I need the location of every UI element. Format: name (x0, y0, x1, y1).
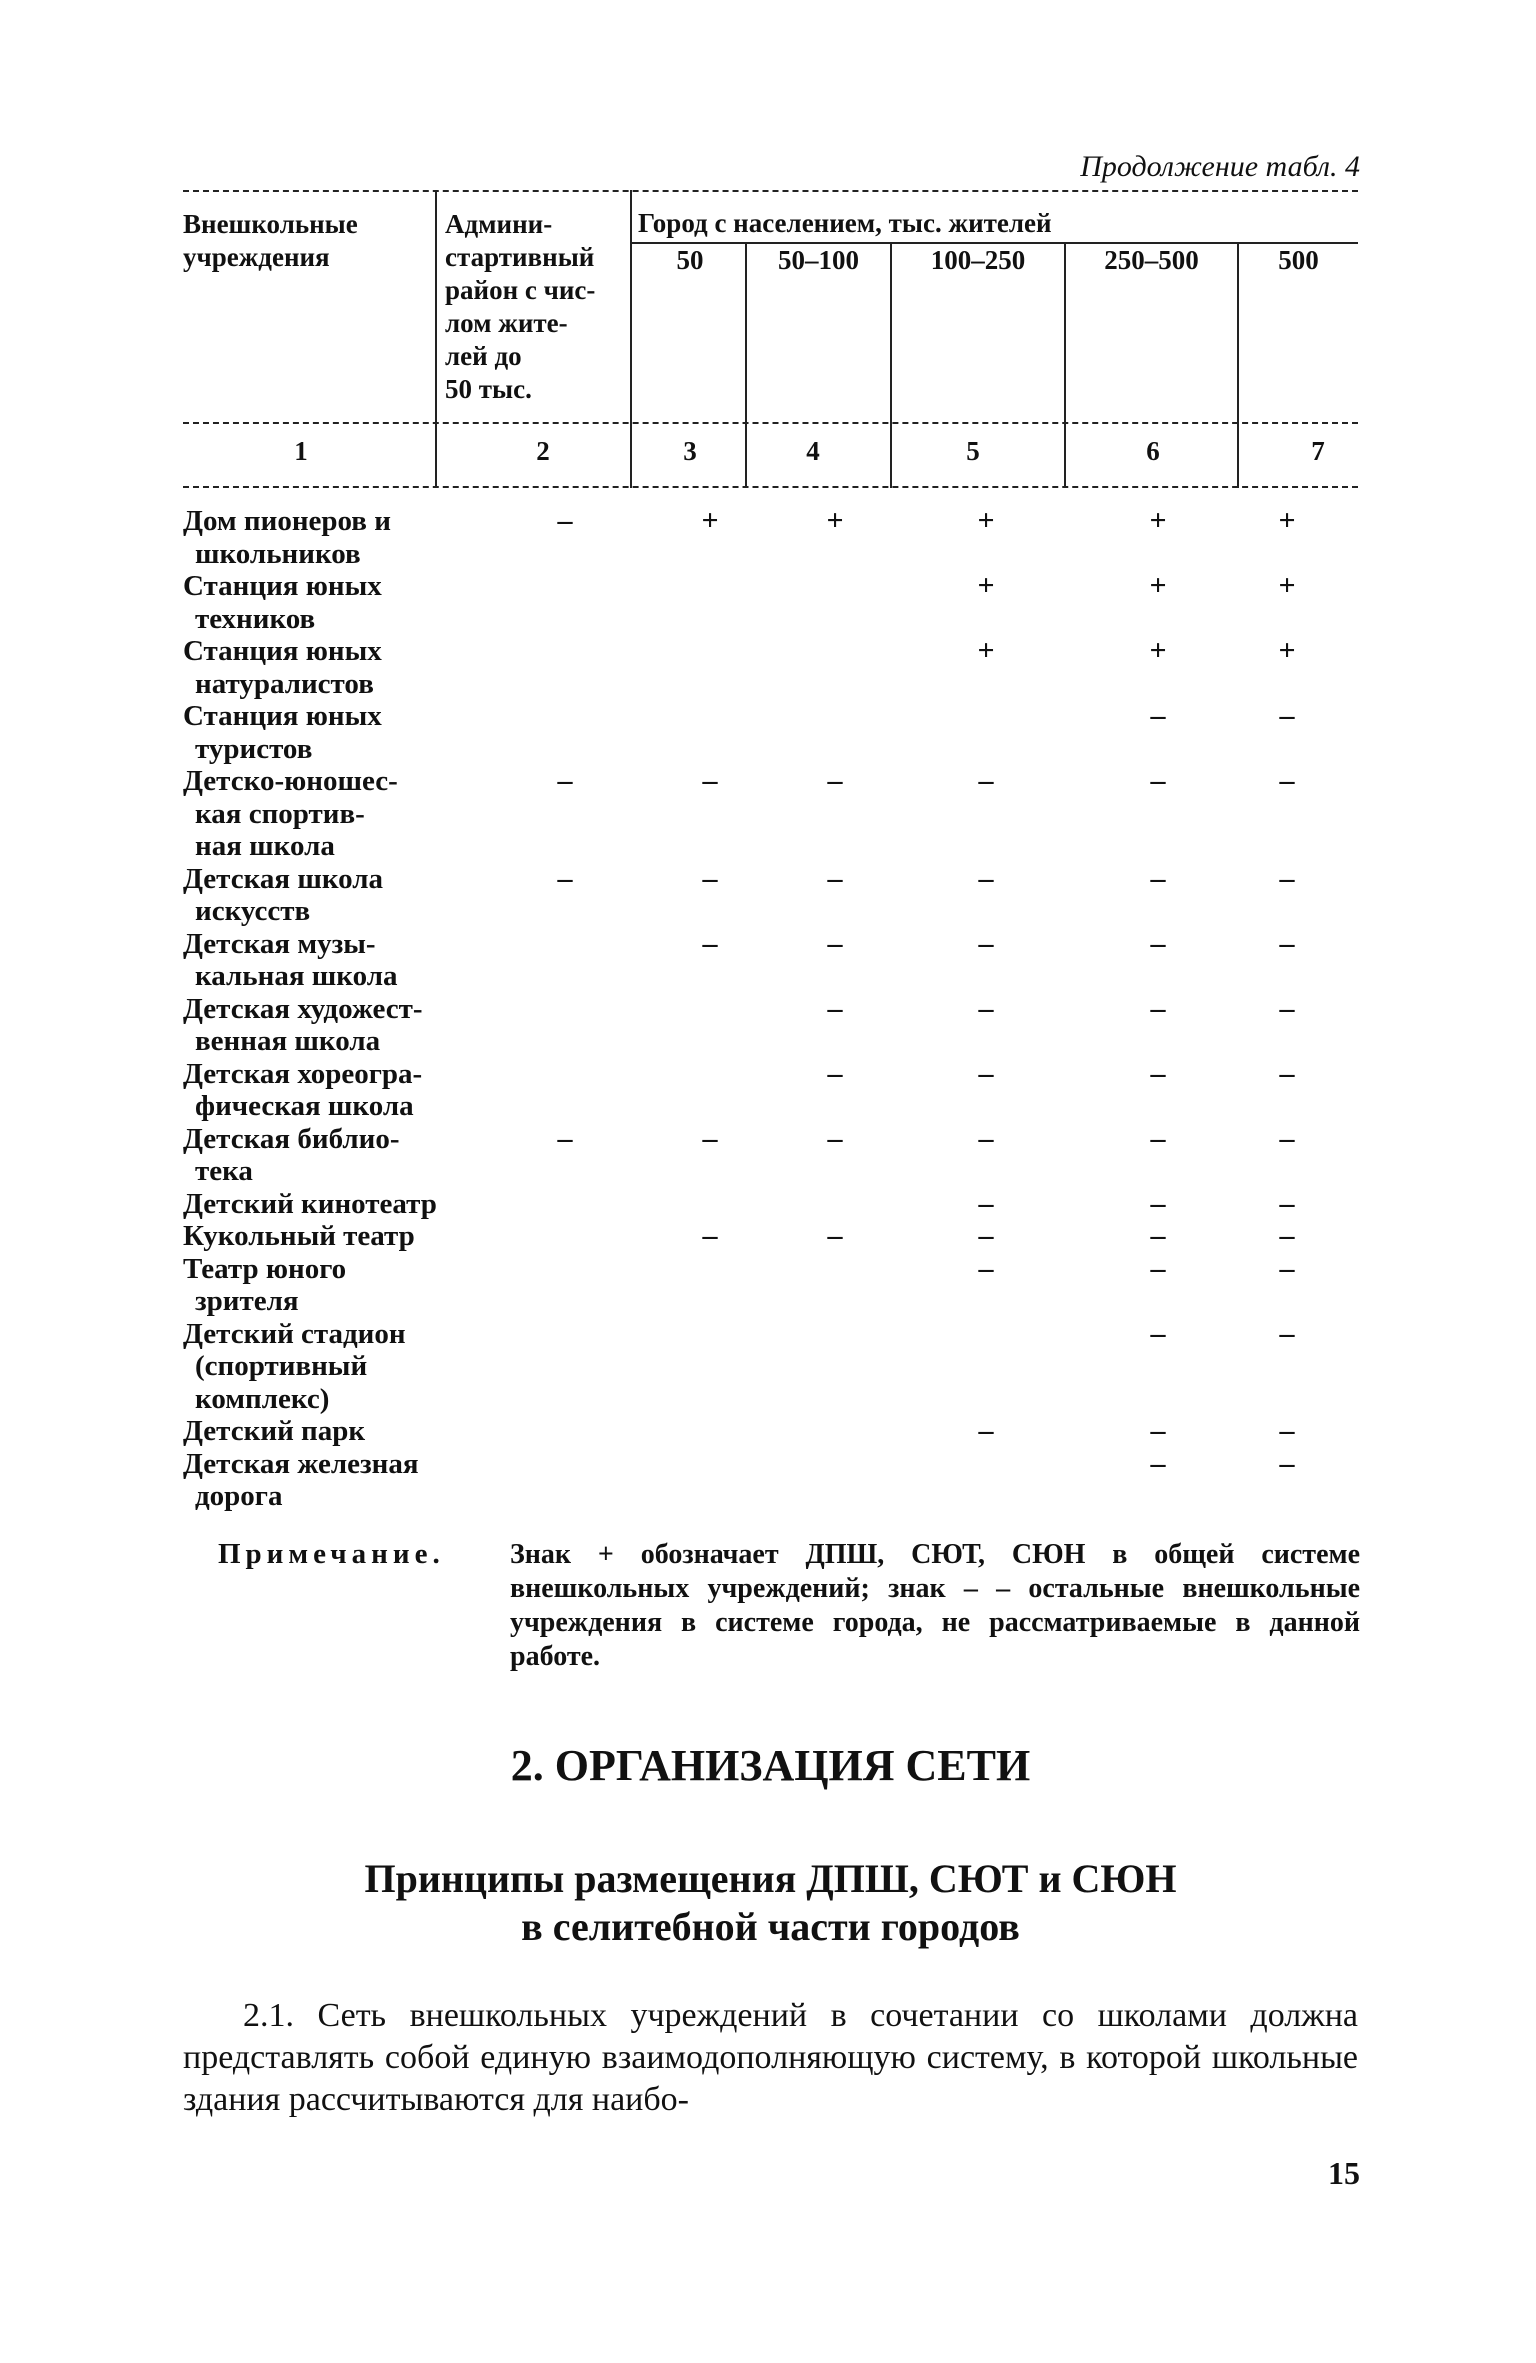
table-row (183, 1058, 1358, 1123)
row-mark-col-6: + (1149, 634, 1167, 667)
table-row (183, 635, 1358, 700)
row-mark-col-7: – (1279, 1316, 1295, 1350)
header-col-5: 100–250 (930, 245, 1026, 275)
subsection-title: Принципы размещения ДПШ, СЮТ и СЮН в селитебной части городов (364, 1856, 1177, 1949)
row-mark-col-6: – (1150, 926, 1166, 960)
row-mark-col-7: – (1279, 1056, 1295, 1090)
table-row (183, 1220, 1358, 1253)
row-mark-col-5: – (978, 991, 994, 1025)
col-number-7: 7 (1311, 436, 1325, 466)
row-mark-col-4: – (827, 926, 843, 960)
row-name-line: Детская хореогра- (183, 1057, 423, 1090)
row-mark-col-7: – (1279, 1414, 1295, 1447)
row-mark-col-7: – (1279, 1121, 1295, 1155)
col-divider-5 (1064, 242, 1066, 488)
table-row (183, 863, 1358, 928)
row-name-line: комплекс) (195, 1382, 330, 1415)
row-mark-col-6: – (1150, 1251, 1166, 1285)
row-institution-name (183, 700, 513, 765)
row-mark-col-3: – (702, 764, 718, 797)
row-mark-col-5: – (978, 764, 994, 797)
table-row (183, 1448, 1358, 1513)
row-name-line: дорога (195, 1480, 283, 1512)
row-mark-col-5: + (977, 569, 995, 602)
row-mark-col-7: + (1278, 569, 1296, 602)
col-number-6: 6 (1146, 436, 1160, 466)
row-name-line: кальная школа (195, 960, 398, 992)
row-name-line: ная школа (195, 830, 335, 862)
row-mark-col-7: – (1279, 1186, 1295, 1220)
table-row (183, 505, 1358, 570)
header-city-population: Город с населением, тыс. жителей (638, 208, 1052, 238)
row-mark-col-5: – (978, 1186, 994, 1220)
table-row (183, 570, 1358, 635)
row-institution-name (183, 635, 513, 700)
row-name-line: Детско-юношес- (183, 765, 398, 797)
row-institution-name (183, 1448, 513, 1513)
row-mark-col-2: – (557, 861, 573, 895)
row-name-line: техников (195, 602, 316, 635)
paragraph-number: 2.1. (243, 1997, 294, 2034)
table-row (183, 1253, 1358, 1318)
row-name-line: Детская художест- (183, 992, 423, 1025)
table-row (183, 700, 1358, 765)
row-mark-col-6: – (1150, 1414, 1166, 1447)
row-mark-col-4: – (827, 1121, 843, 1155)
row-name-line: туристов (195, 732, 313, 765)
row-mark-col-3: – (702, 861, 718, 895)
row-mark-col-3: – (702, 1121, 718, 1155)
row-name-line: Кукольный театр (183, 1220, 415, 1252)
row-mark-col-5: – (978, 861, 994, 895)
header-top-rule (183, 190, 1358, 192)
row-name-line: Детский парк (183, 1415, 366, 1447)
row-institution-name (183, 928, 513, 993)
row-mark-col-4: – (827, 861, 843, 895)
header-bottom-rule (183, 422, 1358, 424)
col-number-1: 1 (294, 436, 308, 466)
col-number-5: 5 (966, 436, 980, 466)
col-number-2: 2 (536, 436, 550, 466)
row-name-line: венная школа (195, 1025, 381, 1057)
col-divider-1 (435, 190, 437, 488)
row-institution-name (183, 765, 513, 863)
col-divider-2 (630, 190, 632, 488)
row-mark-col-4: – (827, 764, 843, 797)
row-mark-col-4: + (826, 504, 844, 537)
row-name-line: кая спортив- (195, 797, 365, 830)
numbers-bottom-rule (183, 486, 1358, 488)
col-divider-4 (890, 242, 892, 488)
row-institution-name (183, 1188, 513, 1221)
row-mark-col-5: – (978, 1251, 994, 1285)
row-name-line: Детский стадион (183, 1317, 406, 1350)
col-number-3: 3 (683, 436, 697, 466)
table-body (183, 505, 1358, 1513)
col-number-4: 4 (806, 436, 820, 466)
row-institution-name (183, 1220, 513, 1253)
row-mark-col-6: – (1150, 1186, 1166, 1220)
row-name-line: фическая школа (195, 1090, 414, 1122)
row-name-line: Станция юных (183, 570, 382, 602)
row-mark-col-6: – (1150, 991, 1166, 1025)
row-mark-col-7: + (1278, 504, 1296, 537)
row-mark-col-7: – (1279, 991, 1295, 1025)
row-name-line: Станция юных (183, 635, 382, 667)
row-name-line: школьников (195, 537, 361, 570)
row-mark-col-6: – (1150, 1446, 1166, 1480)
row-institution-name (183, 993, 513, 1058)
row-mark-col-5: – (978, 1414, 994, 1447)
row-name-line: натуралистов (195, 667, 374, 700)
col-divider-6 (1237, 242, 1239, 488)
row-name-line: тека (195, 1155, 253, 1187)
row-institution-name (183, 1253, 513, 1318)
note-label: Примечание. (218, 1538, 445, 1570)
row-mark-col-6: – (1150, 764, 1166, 797)
header-col-3: 50 (676, 245, 704, 275)
row-name-line: Дом пионеров и (183, 505, 391, 537)
header-col-4: 50–100 (778, 245, 859, 275)
row-mark-col-5: + (977, 634, 995, 667)
header-col-7: 500 (1278, 245, 1319, 275)
row-mark-col-6: – (1150, 1056, 1166, 1090)
table-row (183, 1188, 1358, 1221)
table-row (183, 1123, 1358, 1188)
row-institution-name (183, 1058, 513, 1123)
row-institution-name (183, 1415, 513, 1448)
row-mark-col-6: – (1150, 699, 1166, 732)
row-mark-col-6: – (1150, 1316, 1166, 1350)
row-mark-col-6: + (1149, 569, 1167, 602)
page-number: 15 (1328, 2155, 1360, 2191)
row-mark-col-5: – (978, 1219, 994, 1252)
row-mark-col-7: – (1279, 1219, 1295, 1252)
note-text: Знак + обозначает ДПШ, СЮТ, СЮН в общей системе внешкольных учреждений; знак – – остальные внешкольные учреждения в системе города, не рассматриваемые в данной работе. (510, 1539, 1360, 1672)
row-institution-name (183, 1123, 513, 1188)
row-mark-col-4: – (827, 1056, 843, 1090)
section-title: 2. ОРГАНИЗАЦИЯ СЕТИ (510, 1741, 1031, 1790)
row-mark-col-5: – (978, 926, 994, 960)
row-mark-col-6: – (1150, 1121, 1166, 1155)
row-name-line: Детская библио- (183, 1122, 400, 1155)
row-name-line: зрителя (195, 1285, 299, 1317)
row-mark-col-4: – (827, 1219, 843, 1252)
row-name-line: (спортивный (195, 1350, 368, 1382)
row-mark-col-3: + (701, 504, 719, 537)
row-mark-col-7: – (1279, 1251, 1295, 1285)
row-institution-name (183, 1318, 513, 1416)
row-mark-col-3: – (702, 926, 718, 960)
table-row (183, 993, 1358, 1058)
row-name-line: Театр юного (183, 1252, 347, 1285)
row-mark-col-5: – (978, 1121, 994, 1155)
header-institutions: Внешкольные учреждения (183, 209, 358, 272)
row-name-line: Детская музы- (183, 927, 376, 960)
table-row (183, 1415, 1358, 1448)
row-institution-name (183, 570, 513, 635)
row-mark-col-5: – (978, 1056, 994, 1090)
row-mark-col-6: – (1150, 1219, 1166, 1252)
row-institution-name (183, 863, 513, 928)
table-caption: Продолжение табл. 4 (1080, 150, 1360, 183)
table-header (183, 190, 1358, 490)
row-mark-col-7: – (1279, 699, 1295, 732)
row-mark-col-7: – (1279, 926, 1295, 960)
header-admin-district: Админи- стартивный район с чис- лом жите- лей до 50 тыс. (445, 209, 596, 404)
row-mark-col-4: – (827, 991, 843, 1025)
header-col-6: 250–500 (1104, 245, 1199, 275)
row-mark-col-3: – (702, 1219, 718, 1252)
row-mark-col-2: – (557, 764, 573, 797)
row-institution-name (183, 505, 513, 570)
table-row (183, 765, 1358, 863)
row-mark-col-7: + (1278, 634, 1296, 667)
col-divider-3 (745, 242, 747, 488)
row-mark-col-2: – (557, 504, 573, 537)
row-name-line: Детский кинотеатр (183, 1187, 437, 1220)
row-mark-col-7: – (1279, 764, 1295, 797)
row-mark-col-7: – (1279, 1446, 1295, 1480)
body-paragraph (183, 1995, 1358, 2121)
row-name-line: Станция юных (183, 700, 382, 732)
row-name-line: Детская школа (183, 862, 384, 895)
table-row (183, 928, 1358, 993)
row-name-line: Детская железная (183, 1447, 419, 1480)
row-name-line: искусств (195, 895, 311, 927)
row-mark-col-7: – (1279, 861, 1295, 895)
table-row (183, 1318, 1358, 1416)
row-mark-col-6: – (1150, 861, 1166, 895)
row-mark-col-6: + (1149, 504, 1167, 537)
row-mark-col-2: – (557, 1121, 573, 1155)
paragraph-text: Сеть внешкольных учреждений в сочетании со школами должна представлять собой единую взаимодополняющую систему, в которой школьные здания рассчитываются для наибо- (183, 1997, 1359, 2118)
row-mark-col-5: + (977, 504, 995, 537)
